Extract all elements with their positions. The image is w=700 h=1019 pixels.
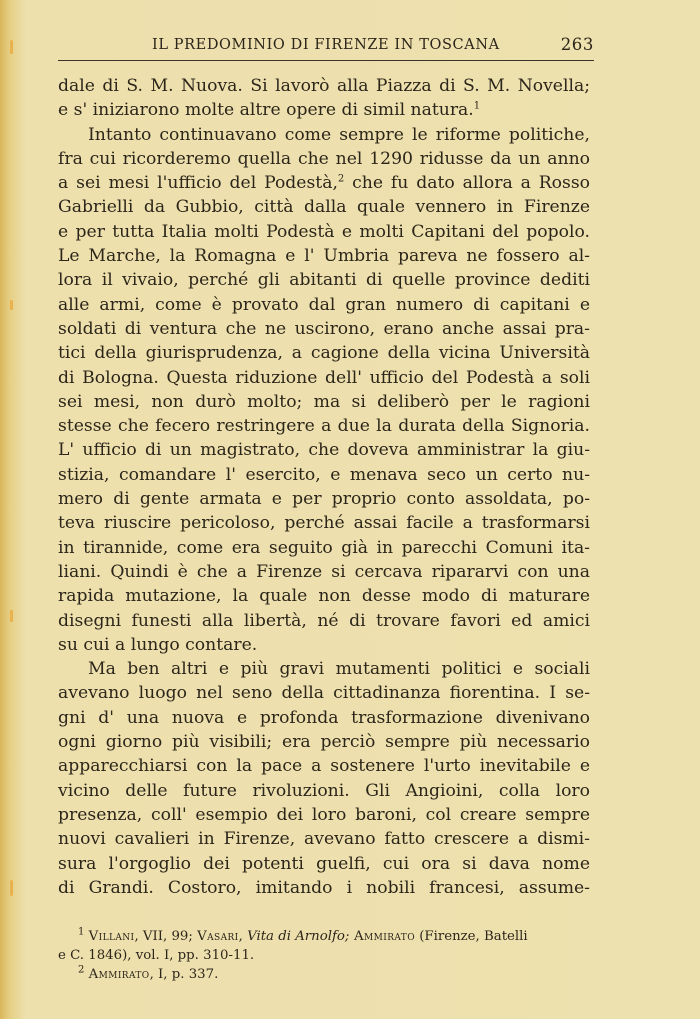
- text-line: [58, 754, 590, 778]
- text-line-content: stizia, comandare l' esercito, e menava seco un certo nu-: [58, 464, 590, 485]
- text-line: [58, 730, 590, 754]
- text-line-content: sei mesi, non durò molto; ma si deliberò per le ragioni: [58, 391, 590, 412]
- text-line: [58, 779, 590, 803]
- text-line: [58, 220, 590, 244]
- text-line-content: stesse che fecero restringere a due la durata della Signoria.: [58, 416, 590, 437]
- text-line-content: lora il vivaio, perché gli abitanti di quelle province dediti: [58, 270, 590, 291]
- footnote-work-title: Vita di Arnolfo;: [247, 929, 350, 944]
- text-line: [58, 463, 590, 487]
- page-number: 263: [560, 35, 594, 54]
- text-line: [58, 584, 590, 608]
- text-line-content: ogni giorno più visibili; era perciò sempre più necessario: [58, 732, 590, 753]
- text-line-content: vicino delle future rivoluzioni. Gli Angioini, colla loro: [58, 780, 590, 801]
- text-line-content: avevano luogo nel seno della cittadinanza fiorentina. I se-: [58, 683, 590, 704]
- text-line-content: su cui a lungo contare.: [58, 634, 258, 655]
- text-line: [58, 560, 590, 584]
- text-line-content: tici della giurisprudenza, a cagione della vicina Università: [58, 343, 590, 364]
- text-line-content: teva riuscire pericoloso, perché assai facile a trasformarsi: [58, 513, 590, 534]
- text-line: [58, 244, 590, 268]
- text-line-content: liani. Quindi è che a Firenze si cercava ripararvi con una: [58, 561, 590, 582]
- page-edge-mark: [10, 40, 13, 54]
- footnote-author: Vasari: [197, 929, 239, 944]
- text-line: [58, 681, 590, 705]
- text-line-content: Ma ben altri e più gravi mutamenti politici e sociali: [88, 659, 590, 680]
- footnote-marker: 2: [78, 964, 85, 976]
- footnote-reference: (Firenze, Batelli: [414, 929, 528, 944]
- running-header: [58, 34, 594, 60]
- running-title: IL PREDOMINIO DI FIRENZE IN TOSCANA: [152, 37, 500, 53]
- footnote-marker: 1: [78, 926, 85, 938]
- text-line-content: nuovi cavalieri in Firenze, avevano fatto crescere a dismi-: [58, 829, 590, 850]
- footnote-reference: , I, p. 337.: [149, 967, 219, 982]
- footnote-author: Ammirato: [88, 967, 150, 982]
- page-edge-mark: [10, 610, 13, 622]
- text-line-content: Le Marche, la Romagna e l' Umbria pareva ne fossero al-: [58, 246, 590, 267]
- text-line-content: di Bologna. Questa riduzione dell' ufficio del Podestà a soli: [58, 367, 590, 388]
- text-line: [58, 74, 590, 98]
- text-line: [58, 341, 590, 365]
- text-line-continuation: che fu dato allora a Rosso: [344, 173, 590, 194]
- body-text: [58, 74, 590, 900]
- text-line: [58, 633, 590, 657]
- text-line-content: fra cui ricorderemo quella che nel 1290 ridusse da un anno: [58, 148, 590, 169]
- text-line: [58, 317, 590, 341]
- text-line: [58, 366, 590, 390]
- text-line: [58, 414, 590, 438]
- text-line-content: di Grandi. Costoro, imitando i nobili francesi, assume-: [58, 877, 590, 898]
- footnote-reference: ,: [238, 929, 248, 944]
- header-rule: [58, 60, 594, 61]
- text-line: [58, 536, 590, 560]
- footnote-author: Ammirato: [349, 929, 415, 944]
- text-line-content: dale di S. M. Nuova. Si lavorò alla Piazza di S. M. Novella;: [58, 76, 590, 96]
- footnote-1: [58, 927, 590, 946]
- footnote-reference: , VII, 99;: [134, 929, 198, 944]
- text-line: [58, 511, 590, 535]
- text-line-content: Gabrielli da Gubbio, città dalla quale vennero in Firenze: [58, 197, 590, 218]
- text-line: [58, 827, 590, 851]
- text-line-content: disegni funesti alla libertà, né di trovare favori ed amici: [58, 610, 590, 631]
- text-line-content: e per tutta Italia molti Podestà e molti Capitani del popolo.: [58, 221, 590, 242]
- text-line: [58, 609, 590, 633]
- text-line: [58, 803, 590, 827]
- text-line: [58, 438, 590, 462]
- page-edge-mark: [10, 880, 13, 896]
- text-line: [58, 390, 590, 414]
- text-line-content: mero di gente armata e per proprio conto assoldata, po-: [58, 489, 590, 510]
- text-line: [58, 876, 590, 900]
- text-line: [58, 171, 590, 195]
- text-line: [58, 657, 590, 681]
- text-line-content: alle armi, come è provato dal gran numero di capitani e: [58, 294, 590, 315]
- text-line-content: gni d' una nuova e profonda trasformazione divenivano: [58, 707, 590, 728]
- text-line: [58, 98, 590, 122]
- text-line-content: soldati di ventura che ne uscirono, erano anche assai pra-: [58, 318, 590, 339]
- text-line-content: rapida mutazione, la quale non desse modo di maturare: [58, 586, 590, 607]
- footnote-1-continued: e C. 1846), vol. I, pp. 310-11.: [58, 948, 255, 963]
- text-line-content: sura l'orgoglio dei potenti guelfi, cui ora si dava nome: [58, 853, 590, 874]
- footnote-ref-marker: 2: [337, 173, 345, 185]
- text-line: [58, 706, 590, 730]
- text-line-content: L' ufficio di un magistrato, che doveva amministrar la giu-: [58, 440, 590, 461]
- text-line-content: presenza, coll' esempio dei loro baroni, col creare sempre: [58, 804, 590, 825]
- page-edge-mark: [10, 300, 13, 310]
- footnote-ref-marker: 1: [473, 100, 481, 112]
- footnote-2: [58, 965, 590, 984]
- text-line: [58, 487, 590, 511]
- text-line-content: e s' iniziarono molte altre opere di simil natura.: [58, 100, 474, 121]
- footnote-author: Villani: [88, 929, 135, 944]
- text-line: [58, 123, 590, 147]
- text-line-content: apparecchiarsi con la pace a sostenere l'urto inevitabile e: [58, 756, 590, 777]
- text-line-content: a sei mesi l'ufficio del Podestà,: [58, 173, 338, 194]
- text-line: [58, 293, 590, 317]
- text-line: [58, 268, 590, 292]
- text-line: [58, 195, 590, 219]
- footnotes: [58, 927, 590, 984]
- text-line: [58, 147, 590, 171]
- text-line-content: Intanto continuavano come sempre le riforme politiche,: [88, 124, 590, 145]
- text-line-content: in tirannide, come era seguito già in parecchi Comuni ita-: [58, 537, 590, 558]
- text-line: [58, 852, 590, 876]
